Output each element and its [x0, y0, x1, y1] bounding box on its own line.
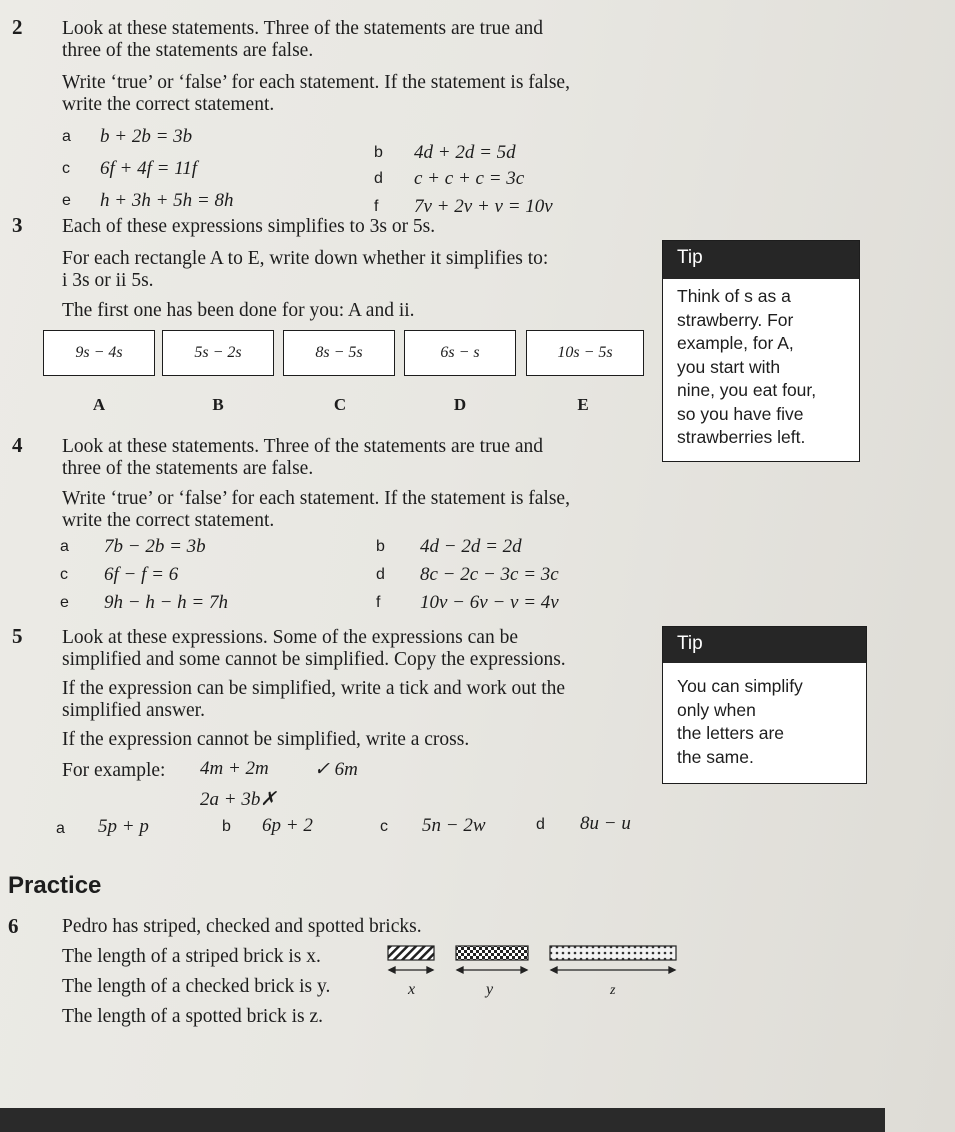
q4-stem-line-1: Look at these statements. Three of the statements are true and: [62, 436, 544, 457]
q3-line-1: For each rectangle A to E, write down whether it simplifies to:: [62, 248, 549, 269]
q2-item-f-expr: 7v + 2v + v = 10v: [414, 196, 553, 217]
q2-stem-line-1: Look at these statements. Three of the statements are true and: [62, 18, 544, 39]
q4-item-a-expr: 7b − 2b = 3b: [104, 536, 206, 557]
q2-item-b-expr: 4d + 2d = 5d: [414, 142, 516, 163]
q4-item-a-label: a: [60, 538, 69, 555]
q2-item-e-label: e: [62, 192, 71, 209]
q5-stem-line-4: simplified answer.: [62, 700, 205, 721]
q4-stem-line-4: write the correct statement.: [62, 510, 275, 531]
q4-stem-line-2: three of the statements are false.: [62, 458, 314, 479]
q5-item-c-label: c: [380, 818, 388, 835]
q5-item-c-expr: 5n − 2w: [422, 815, 486, 836]
q4-item-f-expr: 10v − 6v − v = 4v: [420, 592, 559, 613]
q5-stem-line-5: If the expression cannot be simplified, write a cross.: [62, 729, 470, 750]
q3-stem: Each of these expressions simplifies to 3s or 5s.: [62, 216, 436, 237]
q5-item-b-label: b: [222, 818, 231, 835]
checked-brick: [456, 946, 528, 960]
rect-a-letter: A: [92, 395, 106, 414]
q6-line-4: The length of a spotted brick is z.: [62, 1006, 324, 1027]
rect-b: 5s − 2s: [162, 330, 274, 376]
q2-item-a-label: a: [62, 128, 71, 145]
q4-item-e-expr: 9h − h − h = 7h: [104, 592, 228, 613]
q4-item-f-label: f: [376, 594, 381, 611]
q5-example-label: For example:: [62, 760, 166, 781]
q5-stem-line-1: Look at these expressions. Some of the expressions can be: [62, 627, 518, 648]
q5-item-d-expr: 8u − u: [580, 813, 631, 834]
q2-stem-line-3: Write ‘true’ or ‘false’ for each statement. If the statement is false,: [62, 72, 570, 93]
page-footer-bar: [0, 1108, 885, 1132]
rect-c: 8s − 5s: [283, 330, 395, 376]
tip-2-title: Tip: [663, 627, 866, 663]
q2-item-e-expr: h + 3h + 5h = 8h: [100, 190, 234, 211]
q4-item-d-label: d: [376, 566, 385, 583]
q5-number: 5: [12, 624, 23, 648]
brick-label-z: z: [610, 983, 616, 998]
spotted-brick: [550, 946, 676, 960]
brick-label-y: y: [486, 981, 494, 998]
rect-a: 9s − 4s: [43, 330, 155, 376]
rect-e-letter: E: [577, 395, 589, 414]
practice-heading: Practice: [8, 872, 102, 899]
rect-e: 10s − 5s: [526, 330, 644, 376]
q4-number: 4: [12, 433, 23, 457]
striped-brick: [388, 946, 434, 960]
rect-b-letter: B: [212, 395, 224, 414]
bricks-diagram: [380, 938, 690, 1000]
q5-item-a-expr: 5p + p: [98, 816, 149, 837]
q4-item-e-label: e: [60, 594, 69, 611]
q5-example-2: 2a + 3b✗: [200, 789, 277, 810]
q2-stem-line-4: write the correct statement.: [62, 94, 275, 115]
q2-item-d-expr: c + c + c = 3c: [414, 168, 525, 189]
q3-line-2: i 3s or ii 5s.: [62, 270, 154, 291]
q6-number: 6: [8, 914, 19, 938]
tip-1-title: Tip: [663, 241, 859, 279]
q5-item-a-label: a: [56, 820, 65, 837]
q5-example-1-result: ✓ 6m: [314, 759, 358, 780]
brick-label-x: x: [408, 981, 416, 998]
rect-d: 6s − s: [404, 330, 516, 376]
q4-item-b-expr: 4d − 2d = 2d: [420, 536, 522, 557]
q4-item-c-expr: 6f − f = 6: [104, 564, 179, 585]
q5-item-d-label: d: [536, 816, 545, 833]
tip-box-2: [662, 626, 867, 784]
q2-item-d-label: d: [374, 170, 383, 187]
rect-d-letter: D: [453, 395, 467, 414]
q3-line-3: The first one has been done for you: A and ii.: [62, 300, 415, 321]
q4-item-c-label: c: [60, 566, 68, 583]
q5-stem-line-2: simplified and some cannot be simplified. Copy the expressions.: [62, 649, 566, 670]
q6-line-1: Pedro has striped, checked and spotted bricks.: [62, 916, 422, 937]
q2-item-c-label: c: [62, 160, 70, 177]
q2-stem-line-2: three of the statements are false.: [62, 40, 314, 61]
q5-example-1: 4m + 2m: [200, 758, 269, 779]
q2-item-a-expr: b + 2b = 3b: [100, 126, 193, 147]
q5-item-b-expr: 6p + 2: [262, 815, 313, 836]
q2-item-b-label: b: [374, 144, 383, 161]
q4-item-d-expr: 8c − 2c − 3c = 3c: [420, 564, 559, 585]
q6-line-3: The length of a checked brick is y.: [62, 976, 331, 997]
q2-item-c-expr: 6f + 4f = 11f: [100, 158, 198, 179]
q5-stem-line-3: If the expression can be simplified, write a tick and work out the: [62, 678, 566, 699]
q4-item-b-label: b: [376, 538, 385, 555]
rect-c-letter: C: [333, 395, 347, 414]
tip-box-1: [662, 240, 860, 462]
q3-number: 3: [12, 213, 23, 237]
q2-item-f-label: f: [374, 198, 379, 215]
tip-2-body: You can simplify only when the letters are the same.: [677, 676, 803, 767]
tip-1-body: Think of s as a strawberry. For example, for A, you start with nine, you eat four, so you have five strawberries left.: [677, 286, 817, 447]
q2-number: 2: [12, 15, 23, 39]
q6-line-2: The length of a striped brick is x.: [62, 946, 321, 967]
q4-stem-line-3: Write ‘true’ or ‘false’ for each statement. If the statement is false,: [62, 488, 570, 509]
